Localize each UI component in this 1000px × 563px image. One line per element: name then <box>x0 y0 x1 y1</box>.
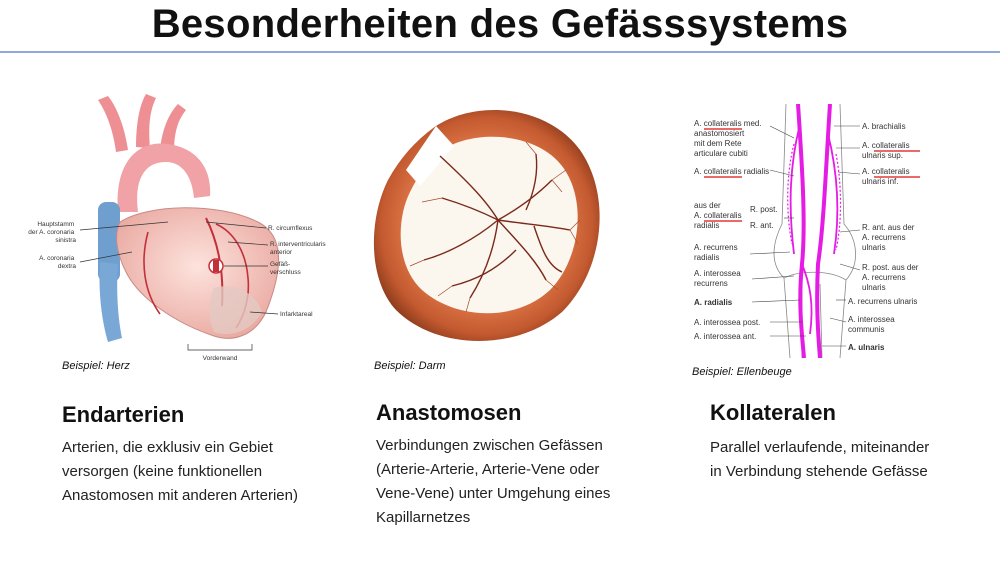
svg-text:R. circumflexus <box>268 225 313 232</box>
label-r3: A. collateralis <box>862 167 910 176</box>
caption-ellenbeuge: Beispiel: Ellenbeuge <box>692 366 792 378</box>
heading-anastomosen: Anastomosen <box>376 400 522 425</box>
label-r8: A. ulnaris <box>848 343 885 352</box>
heart-illustration <box>28 92 340 362</box>
svg-text:A. recurrensradialis: A. recurrens radialis <box>694 243 738 262</box>
label-vorderwand: Vorderwand <box>202 355 238 362</box>
label-r1: A. brachialis <box>862 122 906 131</box>
intestine-illustration <box>366 100 612 352</box>
svg-text:A. coronaria dextra: A. coronaria dextra <box>39 255 76 270</box>
label-l1: A. collateralis med. <box>694 119 762 128</box>
svg-text:A. radialis <box>694 298 733 307</box>
label-l2: A. collateralis radialis <box>694 167 770 176</box>
svg-text:Hauptstamm der A. coronari: Hauptstamm der A. coronaria sinistra <box>28 221 76 244</box>
label-r7: A. interossea <box>848 315 895 324</box>
label-l3: aus der <box>694 201 721 210</box>
svg-text:R. ant. aus derA. recurrensuln: R. ant. aus der A. recurrens ulnaris <box>862 223 915 252</box>
text-kollateralen: Parallel verlaufende, miteinander in Verbindung stehende Gefässe <box>710 439 930 480</box>
svg-text:A. brachialis <box>862 122 906 131</box>
svg-text:aus derA. collateralisradialis: aus der A. collateralis radialis <box>694 201 742 230</box>
label-r6: A. recurrens ulnaris <box>848 297 918 306</box>
label-r5: R. post. aus der <box>862 263 919 272</box>
svg-text:Gefäß- verschluss: Gefäß- verschluss <box>270 261 301 276</box>
label-l7: A. interossea post. <box>694 318 761 327</box>
elbow-illustration <box>690 104 930 358</box>
label-interventricularis: R. interventricularis <box>270 241 326 248</box>
label-verschluss: Gefäß- <box>270 261 291 268</box>
svg-text:A. interossea ant. <box>694 332 756 341</box>
text-anastomosen: Verbindungen zwischen Gefässen (Arterie-Arterie, Arterie-Vene oder Vene-Vene) unter Umgehung eines Kapillarnetzes <box>376 437 611 526</box>
svg-text:A. interossearecurrens: A. interossea recurrens <box>694 269 741 288</box>
svg-text:A. interossea post. <box>694 318 760 327</box>
slide-title: Besonderheiten des Gefässsystems <box>151 2 849 46</box>
svg-text:A. ulnaris <box>848 343 885 352</box>
svg-text:A. collateralis med.anastomosi: A. collateralis med. anastomosiert mit dem Rete articulare cubiti <box>694 119 762 158</box>
svg-text:R. post. aus derA. recurrensul: R. post. aus der A. recurrens ulnaris <box>862 263 919 292</box>
heading-kollateralen: Kollateralen <box>710 400 836 425</box>
heading-endarterien: Endarterien <box>62 402 185 427</box>
label-infarktareal: Infarktareal <box>280 311 313 318</box>
label-r4: R. ant. aus der <box>862 223 915 232</box>
svg-text:A. interosseacommunis: A. interossea communis <box>848 315 895 334</box>
label-circumflexus: R. circumflexus <box>268 225 313 232</box>
label-l6: A. radialis <box>694 298 733 307</box>
svg-text:A. collateralisulnaris inf.: A. collateralis ulnaris inf. <box>862 167 910 186</box>
label-hauptstamm: Hauptstamm <box>37 221 75 228</box>
label-l8: A. interossea ant. <box>694 332 757 341</box>
caption-darm: Beispiel: Darm <box>374 360 446 372</box>
svg-text:A. collateralis radialis <box>694 167 769 176</box>
svg-text:Vorderwand <box>203 355 238 362</box>
label-l4: A. recurrens <box>694 243 738 252</box>
text-endarterien: Arterien, die exklusiv ein Gebiet versorgen (keine funktionellen Anastomosen mit anderen Arterien) <box>62 439 298 504</box>
svg-text:Infarktareal <box>280 311 313 318</box>
svg-text:R. interventricularis ante: R. interventricularis anterior <box>270 241 326 256</box>
label-l3b: R. post. <box>750 205 778 214</box>
label-r2: A. collateralis <box>862 141 910 150</box>
label-l5: A. interossea <box>694 269 741 278</box>
label-coronaria-dextra: A. coronaria <box>39 255 75 262</box>
svg-text:R. post.R. ant.: R. post. R. ant. <box>750 205 778 230</box>
svg-text:A. collateralisulnaris sup.: A. collateralis ulnaris sup. <box>862 141 910 160</box>
title-divider <box>0 51 1000 53</box>
caption-herz: Beispiel: Herz <box>62 360 130 372</box>
svg-text:A. recurrens ulnaris <box>848 297 917 306</box>
